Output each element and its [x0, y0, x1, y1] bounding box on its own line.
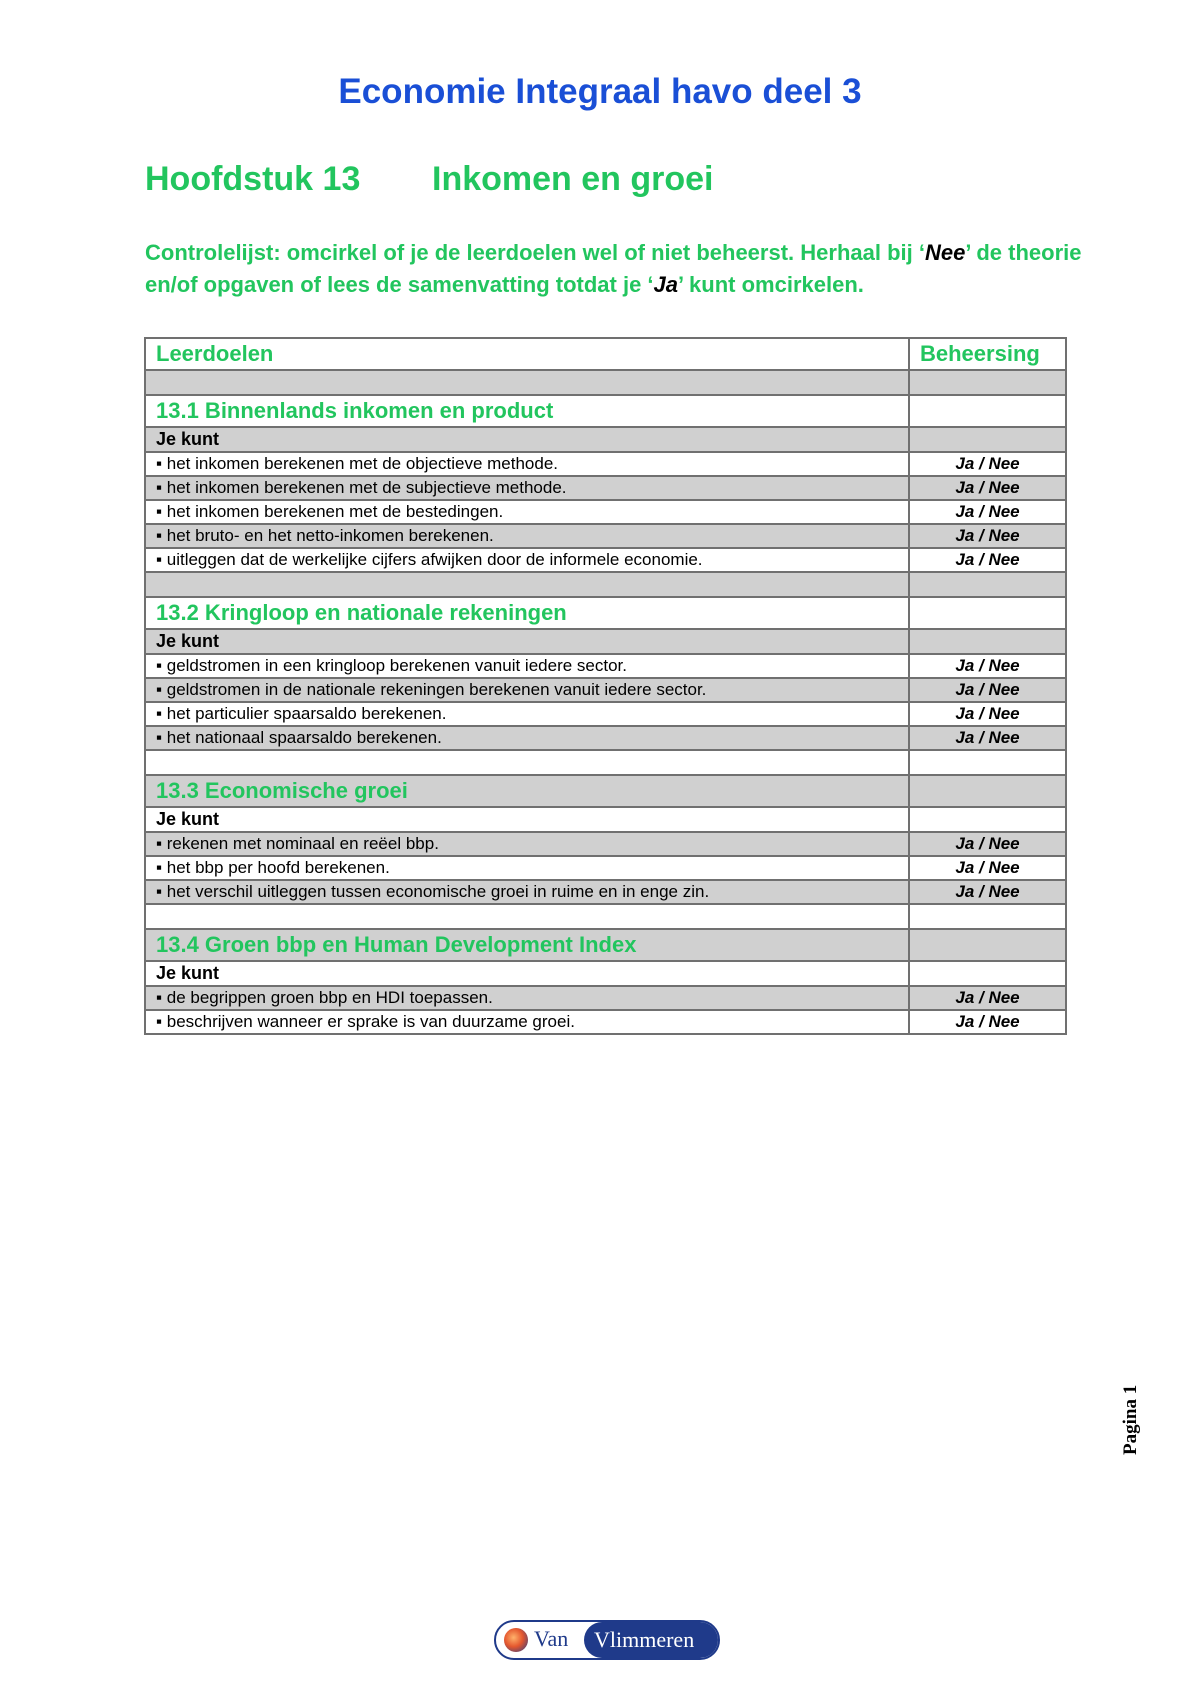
publisher-logo — [494, 1620, 720, 1660]
goal-text: ▪ geldstromen in de nationale rekeningen berekenen vanuit iedere sector. — [145, 678, 909, 702]
document-title: Economie Integraal havo deel 3 — [338, 72, 862, 111]
goal-text: ▪ het nationaal spaarsaldo berekenen. — [145, 726, 909, 750]
goals-table — [144, 337, 1067, 1035]
table-row — [145, 856, 1066, 880]
goal-text: ▪ het verschil uitleggen tussen economische groei in ruime en in enge zin. — [145, 880, 909, 904]
table-row — [145, 1010, 1066, 1034]
table-row — [145, 452, 1066, 476]
table-row — [145, 476, 1066, 500]
col-header-goals: Leerdoelen — [145, 338, 909, 370]
je-kunt-row — [145, 629, 1066, 654]
table-row — [145, 654, 1066, 678]
table-row — [145, 702, 1066, 726]
intro-part-2: ’ de theorie en/of opgaven of lees de samenvatting totdat je ‘ — [145, 240, 1082, 297]
answer-option[interactable]: Ja / Nee — [909, 1010, 1066, 1034]
spacer-row — [145, 904, 1066, 929]
section-title-row — [145, 597, 1066, 629]
answer-option[interactable]: Ja / Nee — [909, 678, 1066, 702]
je-kunt-label: Je kunt — [145, 961, 909, 986]
answer-option[interactable]: Ja / Nee — [909, 500, 1066, 524]
answer-option[interactable]: Ja / Nee — [909, 452, 1066, 476]
answer-option[interactable]: Ja / Nee — [909, 524, 1066, 548]
chapter-heading — [145, 160, 714, 199]
section-title: 13.3 Economische groei — [145, 775, 909, 807]
section-title-row — [145, 775, 1066, 807]
goal-text: ▪ het inkomen berekenen met de bestedingen. — [145, 500, 909, 524]
answer-option[interactable]: Ja / Nee — [909, 702, 1066, 726]
intro-part-1: Controlelijst: omcirkel of je de leerdoelen wel of niet beheerst. Herhaal bij ‘ — [145, 240, 925, 265]
je-kunt-label: Je kunt — [145, 427, 909, 452]
answer-option[interactable]: Ja / Nee — [909, 476, 1066, 500]
answer-option[interactable]: Ja / Nee — [909, 548, 1066, 572]
je-kunt-label: Je kunt — [145, 629, 909, 654]
intro-nee: Nee — [924, 240, 966, 265]
goal-text: ▪ rekenen met nominaal en reëel bbp. — [145, 832, 909, 856]
chapter-name: Inkomen en groei — [432, 160, 714, 198]
table-row — [145, 880, 1066, 904]
goal-text: ▪ het particulier spaarsaldo berekenen. — [145, 702, 909, 726]
logo-word-vlimmeren: Vlimmeren — [584, 1622, 718, 1658]
intro-ja: Ja — [653, 272, 679, 297]
table-row — [145, 548, 1066, 572]
col-header-mastery: Beheersing — [909, 338, 1066, 370]
table-row — [145, 986, 1066, 1010]
spacer-row — [145, 370, 1066, 395]
answer-option[interactable]: Ja / Nee — [909, 726, 1066, 750]
goal-text: ▪ de begrippen groen bbp en HDI toepassen. — [145, 986, 909, 1010]
je-kunt-row — [145, 807, 1066, 832]
table-header-row — [145, 338, 1066, 370]
section-title: 13.2 Kringloop en nationale rekeningen — [145, 597, 909, 629]
spacer-row — [145, 572, 1066, 597]
page-number: Pagina 1 — [1120, 1384, 1141, 1455]
table-row — [145, 524, 1066, 548]
section-title: 13.1 Binnenlands inkomen en product — [145, 395, 909, 427]
goal-text: ▪ het bbp per hoofd berekenen. — [145, 856, 909, 880]
answer-option[interactable]: Ja / Nee — [909, 880, 1066, 904]
goal-text: ▪ uitleggen dat de werkelijke cijfers afwijken door de informele economie. — [145, 548, 909, 572]
je-kunt-label: Je kunt — [145, 807, 909, 832]
goal-text: ▪ het inkomen berekenen met de subjectieve methode. — [145, 476, 909, 500]
chapter-number: Hoofdstuk 13 — [145, 160, 361, 198]
section-title-row — [145, 929, 1066, 961]
table-row — [145, 500, 1066, 524]
goal-text: ▪ beschrijven wanneer er sprake is van duurzame groei. — [145, 1010, 909, 1034]
je-kunt-row — [145, 427, 1066, 452]
section-title-row — [145, 395, 1066, 427]
spacer-row — [145, 750, 1066, 775]
globe-icon — [504, 1628, 528, 1652]
table-row — [145, 678, 1066, 702]
answer-option[interactable]: Ja / Nee — [909, 986, 1066, 1010]
section-title: 13.4 Groen bbp en Human Development Index — [145, 929, 909, 961]
answer-option[interactable]: Ja / Nee — [909, 856, 1066, 880]
table-row — [145, 726, 1066, 750]
goal-text: ▪ het inkomen berekenen met de objectieve methode. — [145, 452, 909, 476]
je-kunt-row — [145, 961, 1066, 986]
table-row — [145, 832, 1066, 856]
intro-text — [145, 237, 1085, 301]
answer-option[interactable]: Ja / Nee — [909, 832, 1066, 856]
answer-option[interactable]: Ja / Nee — [909, 654, 1066, 678]
logo-word-van: Van — [534, 1626, 569, 1651]
goal-text: ▪ geldstromen in een kringloop berekenen vanuit iedere sector. — [145, 654, 909, 678]
intro-part-3: ’ kunt omcirkelen. — [678, 272, 864, 297]
goal-text: ▪ het bruto- en het netto-inkomen berekenen. — [145, 524, 909, 548]
